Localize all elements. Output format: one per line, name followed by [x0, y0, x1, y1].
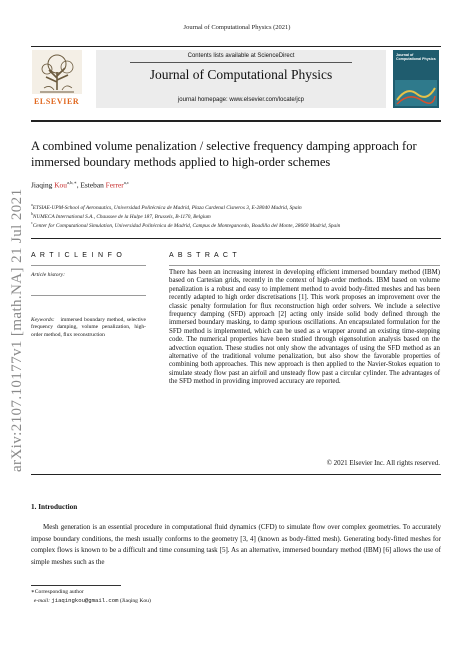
corresponding-author-note: ∗Corresponding author	[31, 589, 84, 595]
affiliation-a	[31, 203, 443, 211]
author-line	[31, 180, 129, 189]
paper-title: A combined volume penalization / selective frequency damping approach for immersed boundary methods applied to high-order schemes	[31, 139, 417, 169]
footnote-rule	[31, 585, 121, 586]
history-rule	[31, 295, 146, 296]
banner-bottom-rule	[31, 120, 441, 122]
affiliation-a-mark: a	[31, 203, 33, 207]
article-history-label: Article history:	[31, 272, 66, 278]
keywords-block	[31, 317, 146, 339]
affiliation-b-mark: b	[31, 212, 33, 216]
footnotes	[31, 589, 151, 605]
affiliation-c-text: Center for Computational Simulation, Universidad Politécnica de Madrid, Campus de Montegancedo, Boadilla del Monte, 28660 Madrid, Spain	[32, 222, 341, 229]
introduction-paragraph: Mesh generation is an essential procedure in computational fluid dynamics (CFD) to simulate flow over complex geometries. To accurately impose boundary conditions, the mesh usually conforms to the geometry [3, 4] (known as body-fitted mesh). Generating body-fitted meshes for complex flows is known to be a difficult and time consuming task [5]. As an alternative, immersed boundary method (IBM) [6] allows the use of simple meshes such as the	[31, 523, 441, 566]
affiliation-b-text: NUMECA International S.A., Chaussee de la Hulpe 187, Brussels, B-1170, Belgium	[32, 213, 211, 220]
contents-line: Contents lists available at ScienceDirect	[187, 53, 295, 59]
email-address[interactable]: jiaqingkou@gmail.com	[51, 596, 119, 604]
author1-affil-marks: a,b,∗	[66, 180, 77, 185]
banner-top-rule	[31, 46, 441, 47]
affiliation-a-text: ETSIAE-UPM-School of Aeronautics, Universidad Politécnica de Madrid, Plaza Cardenal Cisneros 3, E-28040 Madrid, Spain	[32, 204, 302, 211]
article-info-rule	[31, 265, 146, 266]
copyright-notice: © 2021 Elsevier Inc. All rights reserved.	[326, 459, 440, 467]
email-owner: (Jiaqing Kou)	[118, 597, 151, 604]
affiliation-b	[31, 212, 443, 220]
author2-affil-marks: a,c	[123, 180, 129, 185]
article-info-heading: A R T I C L E I N F O	[31, 252, 124, 259]
abstract-bottom-rule	[31, 474, 441, 475]
abstract-rule	[169, 265, 440, 266]
running-head: Journal of Computational Physics (2021)	[183, 24, 291, 31]
masthead-divider	[130, 62, 352, 63]
affiliation-c-mark: c	[31, 221, 33, 225]
author-separator: , Esteban	[76, 180, 106, 190]
email-note	[31, 597, 151, 606]
journal-name: Journal of Computational Physics	[149, 67, 333, 82]
publisher-name: ELSEVIER	[34, 97, 80, 106]
abstract-heading: A B S T R A C T	[169, 252, 238, 259]
arxiv-stamp: arXiv:2107.10177v1 [math.NA] 21 Jul 2021	[9, 188, 25, 472]
author1-first-name: Jiaqing	[31, 180, 55, 190]
keywords-list: immersed boundary method, selective frequency damping, volume penalization, high-order method, flux reconstruction	[31, 317, 146, 338]
front-matter-rule	[31, 238, 441, 239]
affiliation-c	[31, 221, 443, 229]
section-heading-introduction: 1. Introduction	[31, 503, 78, 511]
cover-title: Journal of Computational Physics	[396, 53, 436, 62]
keywords-label: Keywords:	[31, 317, 55, 323]
author2-last-name[interactable]: Ferrer	[105, 180, 124, 190]
author1-last-name[interactable]: Kou	[54, 180, 67, 190]
journal-homepage[interactable]: journal homepage: www.elsevier.com/locate/jcp	[177, 97, 305, 103]
email-label: e-mail:	[33, 597, 52, 604]
abstract-text: There has been an increasing interest in developing efficient immersed boundary method (IBM) based on Cartesian grids, recently in the context of high-order methods. IBM based on volume penalization is a robust and easy to implement method to avoid body-fitted meshes and has been recently adapted to high order discretisations [1]. This work proposes an improvement over the classic penalty formulation for flux reconstruction high order solvers. We include a selective frequency damping (SFD) approach [2] acting only inside solid body defined through the immersed boundary masking, to damp spurious oscillations. An encapsulated formulation for the SFD method is implemented, which can be used as a wrapper around an existing time-stepping code. The numerical properties have been studied through eigensolution analysis based on the advection equation. These studies not only show the advantages of using the SFD method as an alternative of the traditional volume penalization, but also show the favorable properties of combining both approaches. This new approach is then applied to the Navier-Stokes equation to simulate steady flow past an airfoil and unsteady flow past a circular cylinder. The advantages of the SFD method in providing improved accuracy are reported.	[169, 269, 440, 386]
cover-image	[395, 80, 437, 106]
